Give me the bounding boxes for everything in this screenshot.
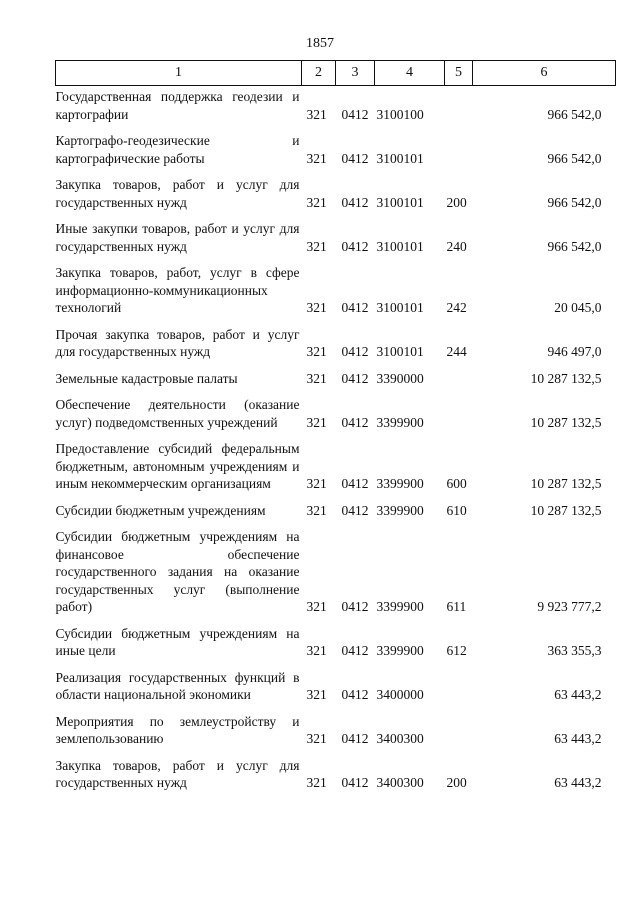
row-ved-code: 321 bbox=[306, 150, 327, 166]
row-target-code: 3100101 bbox=[376, 150, 424, 166]
row-section-code: 0412 bbox=[341, 194, 369, 210]
row-ved-code: 321 bbox=[306, 344, 327, 359]
row-name: Субсидии бюджетным учреждениям на финансовое обеспечение государственного задания на оказание государственных услуг (выполнение работ) bbox=[55, 529, 300, 614]
table-row bbox=[56, 711, 616, 755]
row-expense-type-code: 610 bbox=[446, 502, 467, 518]
row-name: Закупка товаров, работ, услуг в сфере информационно-коммуникационных технологий bbox=[55, 265, 300, 315]
row-section-code: 0412 bbox=[341, 238, 369, 254]
row-ved-code: 321 bbox=[306, 238, 327, 254]
row-target-code: 3400000 bbox=[376, 687, 424, 702]
row-amount: 63 443,2 bbox=[554, 731, 602, 746]
row-expense-type-code: 612 bbox=[446, 643, 467, 658]
table-body bbox=[56, 86, 616, 799]
row-amount: 10 287 132,5 bbox=[530, 414, 602, 430]
row-target-code: 3399900 bbox=[376, 599, 424, 614]
table-row bbox=[56, 130, 616, 174]
table-row bbox=[56, 86, 616, 131]
row-amount: 946 497,0 bbox=[547, 344, 602, 359]
row-section-code: 0412 bbox=[341, 731, 369, 746]
row-ved-code: 321 bbox=[306, 599, 327, 614]
row-name: Реализация государственных функций в области национальной экономики bbox=[55, 669, 300, 702]
page-number: 1857 bbox=[306, 36, 334, 51]
row-section-code: 0412 bbox=[341, 150, 369, 166]
row-amount: 966 542,0 bbox=[547, 238, 602, 254]
row-ved-code: 321 bbox=[306, 370, 327, 386]
row-section-code: 0412 bbox=[341, 476, 369, 491]
row-section-code: 0412 bbox=[341, 414, 369, 430]
row-amount: 63 443,2 bbox=[554, 775, 602, 790]
row-amount: 10 287 132,5 bbox=[530, 502, 602, 518]
row-amount: 966 542,0 bbox=[547, 194, 602, 210]
row-amount: 63 443,2 bbox=[554, 687, 602, 702]
row-expense-type-code bbox=[445, 130, 473, 174]
row-name: Закупка товаров, работ и услуг для государственных нужд bbox=[55, 177, 300, 210]
row-target-code: 3399900 bbox=[376, 476, 424, 491]
row-name: Обеспечение деятельности (оказание услуг) подведомственных учреждений bbox=[55, 397, 300, 430]
table-row bbox=[56, 394, 616, 438]
row-ved-code: 321 bbox=[306, 106, 327, 122]
row-ved-code: 321 bbox=[306, 775, 327, 790]
row-section-code: 0412 bbox=[341, 300, 369, 315]
header-col-3: 3 bbox=[336, 61, 375, 86]
header-col-1: 1 bbox=[56, 61, 302, 86]
row-expense-type-code: 240 bbox=[446, 238, 467, 254]
row-expense-type-code: 200 bbox=[446, 194, 467, 210]
row-amount: 10 287 132,5 bbox=[530, 370, 602, 386]
header-col-5: 5 bbox=[445, 61, 473, 86]
row-name: Предоставление субсидий федеральным бюджетным, автономным учреждениям и иным некоммерческим организациям bbox=[55, 441, 300, 491]
row-ved-code: 321 bbox=[306, 731, 327, 746]
row-ved-code: 321 bbox=[306, 502, 327, 518]
row-amount: 966 542,0 bbox=[547, 106, 602, 122]
row-expense-type-code bbox=[445, 667, 473, 711]
row-amount: 20 045,0 bbox=[554, 300, 602, 315]
row-expense-type-code: 200 bbox=[446, 775, 467, 790]
row-expense-type-code: 600 bbox=[446, 476, 467, 491]
budget-table bbox=[55, 60, 616, 799]
row-expense-type-code: 244 bbox=[446, 344, 467, 359]
table-row bbox=[56, 500, 616, 527]
header-col-6: 6 bbox=[473, 61, 616, 86]
row-name: Земельные кадастровые палаты bbox=[55, 370, 238, 386]
table-row bbox=[56, 755, 616, 799]
table-row bbox=[56, 623, 616, 667]
row-target-code: 3399900 bbox=[376, 643, 424, 658]
row-section-code: 0412 bbox=[341, 687, 369, 702]
row-expense-type-code: 242 bbox=[446, 300, 467, 315]
row-section-code: 0412 bbox=[341, 502, 369, 518]
header-col-4: 4 bbox=[375, 61, 445, 86]
row-target-code: 3100100 bbox=[376, 106, 424, 122]
row-section-code: 0412 bbox=[341, 344, 369, 359]
row-target-code: 3400300 bbox=[376, 775, 424, 790]
row-ved-code: 321 bbox=[306, 194, 327, 210]
row-target-code: 3100101 bbox=[376, 238, 424, 254]
row-section-code: 0412 bbox=[341, 643, 369, 658]
row-target-code: 3399900 bbox=[376, 414, 424, 430]
table-row bbox=[56, 262, 616, 324]
row-amount: 9 923 777,2 bbox=[537, 599, 602, 614]
row-target-code: 3100101 bbox=[376, 300, 424, 315]
row-name: Субсидии бюджетным учреждениям на иные цели bbox=[55, 625, 300, 658]
row-ved-code: 321 bbox=[306, 476, 327, 491]
row-name: Мероприятия по землеустройству и землепользованию bbox=[55, 713, 300, 746]
header-col-2: 2 bbox=[302, 61, 336, 86]
row-target-code: 3390000 bbox=[376, 370, 424, 386]
row-expense-type-code bbox=[445, 394, 473, 438]
row-expense-type-code bbox=[445, 86, 473, 131]
row-target-code: 3100101 bbox=[376, 344, 424, 359]
row-amount: 966 542,0 bbox=[547, 150, 602, 166]
row-name: Иные закупки товаров, работ и услуг для государственных нужд bbox=[55, 221, 300, 254]
row-expense-type-code bbox=[445, 368, 473, 395]
row-target-code: 3400300 bbox=[376, 731, 424, 746]
row-name: Государственная поддержка геодезии и картографии bbox=[55, 89, 300, 122]
row-target-code: 3399900 bbox=[376, 502, 424, 518]
row-expense-type-code bbox=[445, 711, 473, 755]
row-section-code: 0412 bbox=[341, 775, 369, 790]
row-ved-code: 321 bbox=[306, 300, 327, 315]
row-section-code: 0412 bbox=[341, 599, 369, 614]
row-section-code: 0412 bbox=[341, 370, 369, 386]
table-row bbox=[56, 324, 616, 368]
row-amount: 10 287 132,5 bbox=[530, 476, 602, 491]
table-row bbox=[56, 368, 616, 395]
table-row bbox=[56, 667, 616, 711]
row-name: Картографо-геодезические и картографические работы bbox=[55, 133, 300, 166]
row-target-code: 3100101 bbox=[376, 194, 424, 210]
table-header-row bbox=[56, 61, 616, 86]
row-expense-type-code: 611 bbox=[446, 599, 467, 614]
row-name: Прочая закупка товаров, работ и услуг для государственных нужд bbox=[55, 326, 300, 359]
row-amount: 363 355,3 bbox=[547, 643, 602, 658]
table-row bbox=[56, 438, 616, 500]
row-ved-code: 321 bbox=[306, 414, 327, 430]
row-ved-code: 321 bbox=[306, 687, 327, 702]
row-name: Закупка товаров, работ и услуг для государственных нужд bbox=[55, 757, 300, 790]
row-section-code: 0412 bbox=[341, 106, 369, 122]
row-name: Субсидии бюджетным учреждениям bbox=[55, 502, 266, 518]
table-row bbox=[56, 218, 616, 262]
row-ved-code: 321 bbox=[306, 643, 327, 658]
table-row bbox=[56, 174, 616, 218]
table-row bbox=[56, 526, 616, 623]
